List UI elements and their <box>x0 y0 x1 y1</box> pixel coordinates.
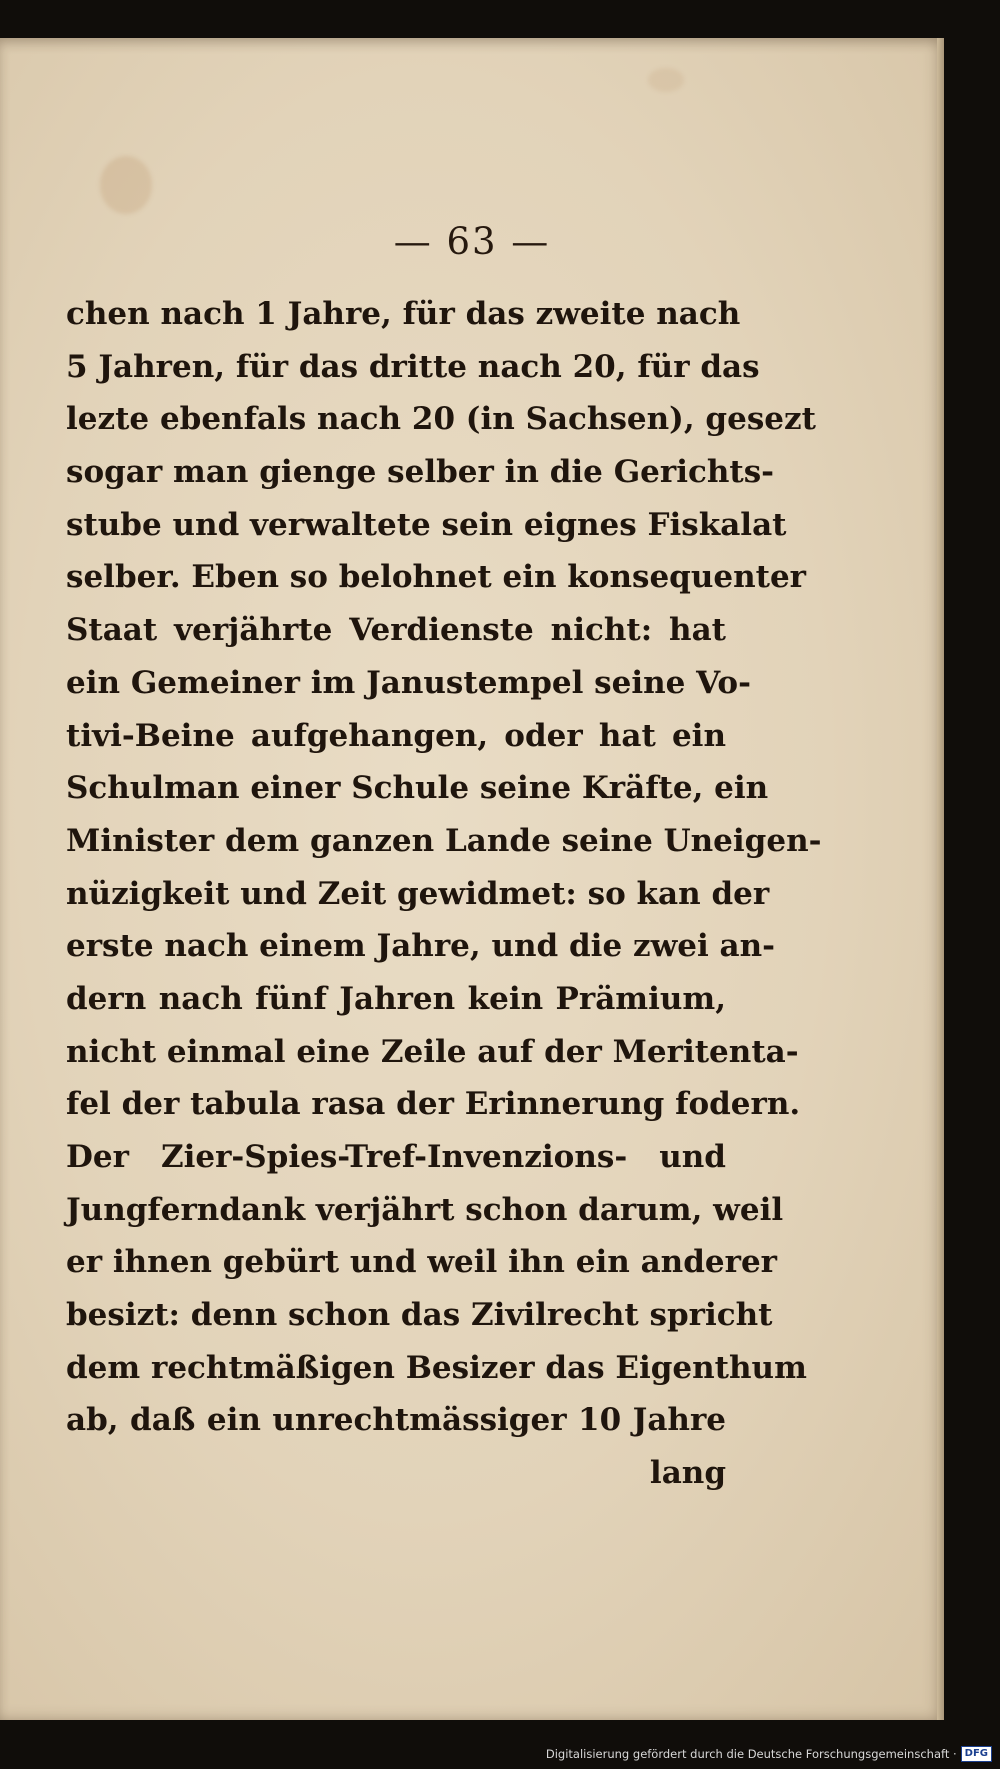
text-line: 5 Jahren, für das dritte nach 20, für das <box>66 348 760 385</box>
text-line: Der Zier-Spies-Tref-Invenzions- und <box>66 1139 726 1175</box>
funding-credit-text: Digitalisierung gefördert durch die Deutsche Forschungsgemeinschaft · <box>545 1747 957 1761</box>
page-number: — 63 — <box>393 220 551 263</box>
text-line: Jungferndank verjährt schon darum, weil <box>66 1191 784 1228</box>
text-line: chen nach 1 Jahre, für das zweite nach <box>66 296 741 332</box>
text-line: Staat verjährte Verdienste nicht: hat <box>66 612 726 649</box>
paper-stain <box>648 68 684 92</box>
text-line: besizt: denn schon das Zivilrecht spricht <box>66 1297 773 1334</box>
text-line: dern nach fünf Jahren kein Prämium, <box>66 980 726 1017</box>
book-page <box>0 38 944 1720</box>
text-line: stube und verwaltete sein eignes Fiskalat <box>66 506 787 543</box>
text-line: lezte ebenfals nach 20 (in Sachsen), gesezt <box>66 401 816 438</box>
text-line: ab, daß ein unrechtmässiger 10 Jahre <box>66 1402 726 1439</box>
text-line: Minister dem ganzen Lande seine Uneigen- <box>66 822 822 859</box>
text-line: erste nach einem Jahre, und die zwei an- <box>66 928 776 965</box>
catchword: lang <box>649 1455 726 1492</box>
text-line: sogar man gienge selber in die Gerichts- <box>66 454 775 491</box>
text-line: Schulman einer Schule seine Kräfte, ein <box>66 770 769 807</box>
text-line: dem rechtmäßigen Besizer das Eigenthum <box>66 1349 807 1386</box>
paper-stain <box>100 156 152 214</box>
text-line: er ihnen gebürt und weil ihn ein anderer <box>66 1244 778 1281</box>
body-text <box>66 288 822 1500</box>
text-line: tivi-Beine aufgehangen, oder hat ein <box>66 717 726 754</box>
text-line: selber. Eben so belohnet ein konsequenter <box>66 559 807 596</box>
funding-credit <box>546 1743 992 1765</box>
page-edge <box>937 38 944 1720</box>
dfg-logo: DFG <box>961 1746 992 1762</box>
text-line: fel der tabula rasa der Erinnerung fodern. <box>66 1086 801 1123</box>
text-line: ein Gemeiner im Janustempel seine Vo- <box>66 664 751 701</box>
text-line: nüzigkeit und Zeit gewidmet: so kan der <box>66 875 770 912</box>
text-line: nicht einmal eine Zeile auf der Meritenta- <box>66 1033 799 1070</box>
